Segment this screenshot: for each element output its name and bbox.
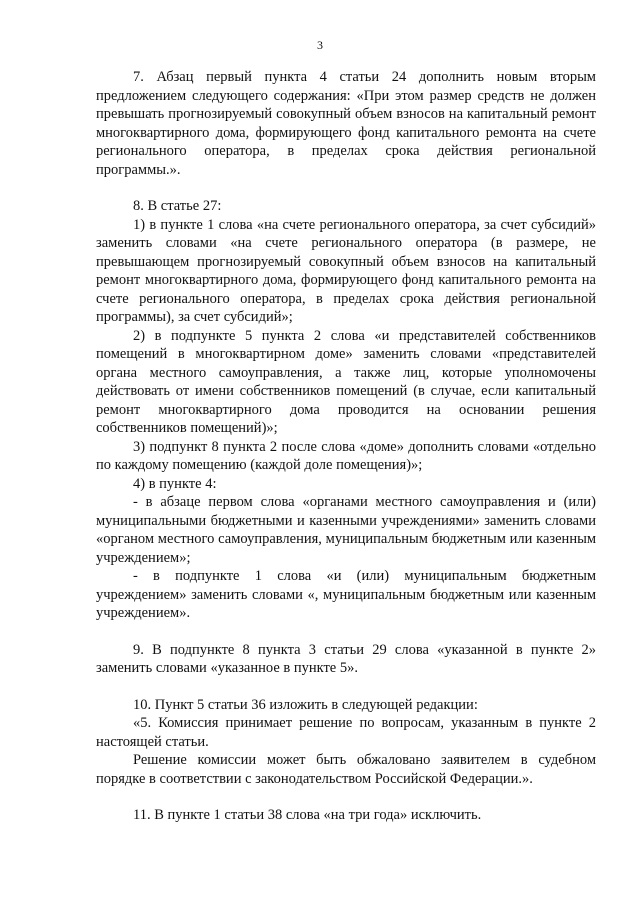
paragraph-gap: [96, 623, 596, 641]
paragraph-p8_4b: - в подпункте 1 слова «и (или) муниципальным бюджетным учреждением» заменить словами «, муниципальным бюджетным или казенным учреждением».: [96, 568, 596, 621]
paragraph-p10_1: «5. Комиссия принимает решение по вопросам, указанным в пункте 2 настоящей статьи.: [96, 715, 596, 750]
paragraph-p8_4a: - в абзаце первом слова «органами местного самоуправления и (или) муниципальными бюджетными и казенными учреждениями» заменить словами «органом местного самоуправления, муниципальным бюджетным или казенным учреждением»;: [96, 494, 596, 566]
page-number: 3: [317, 38, 323, 52]
paragraph-p8: 8. В статье 27:: [133, 198, 222, 214]
paragraph-p8_1: 1) в пункте 1 слова «на счете регионального оператора, за счет субсидий» заменить словами «на счете регионального оператора (в размере, не превышающем прогнозируемый совокупный объем взносов на капитальный ремонт многоквартирного дома, формирующего фонд капитального ремонта на счете регионального оператора, в пределах срока действия региональной программы), за счет субсидий»;: [96, 216, 596, 325]
paragraph-p8_4: 4) в пункте 4:: [133, 475, 217, 492]
paragraph-gap: [96, 788, 596, 806]
paragraph-p8_3: 3) подпункт 8 пункта 2 после слова «доме» дополнить словами «отдельно по каждому помещению (каждой доле помещения)»;: [96, 438, 596, 473]
paragraph-p11: 11. В пункте 1 статьи 38 слова «на три года» исключить.: [133, 807, 482, 823]
document-body: [96, 68, 596, 825]
paragraph-gap: [96, 678, 596, 696]
paragraph-gap: [96, 179, 596, 197]
paragraph-p8_2: 2) в подпункте 5 пункта 2 слова «и представителей собственников помещений в многоквартирном доме» заменить словами «представителей органа местного самоуправления, а также лиц, которые уполномочены действовать от имени собственников помещений (в случае, если капитальный ремонт многоквартирного дома проводится на основании решения собственников помещений)»;: [96, 327, 596, 436]
paragraph-p10: 10. Пункт 5 статьи 36 изложить в следующей редакции:: [133, 696, 478, 713]
paragraph-p7: 7. Абзац первый пункта 4 статьи 24 дополнить новым вторым предложением следующего содержания: «При этом размер средств не должен превышать прогнозируемый совокупный объем взносов на капитальный ремонт многоквартирного дома, формирующего фонд капитального ремонта на счете регионального оператора, в пределах срока действия региональной программы.».: [96, 69, 596, 178]
paragraph-p10_2: Решение комиссии может быть обжаловано заявителем в судебном порядке в соответствии с законодательством Российской Федерации.».: [96, 752, 596, 787]
paragraph-p9: 9. В подпункте 8 пункта 3 статьи 29 слова «указанной в пункте 2» заменить словами «указанное в пункте 5».: [96, 641, 596, 676]
